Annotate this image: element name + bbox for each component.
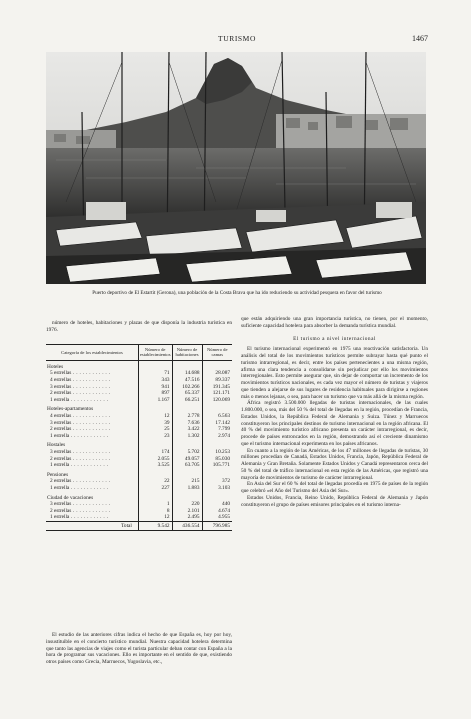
row-establishments: 39 bbox=[138, 420, 172, 427]
table-row bbox=[46, 485, 232, 492]
row-category: 3 estrellas . . . bbox=[46, 449, 138, 456]
table-row bbox=[46, 390, 232, 397]
table-row bbox=[46, 413, 232, 420]
row-rooms: 65.337 bbox=[172, 390, 202, 397]
row-beds: 4.955 bbox=[202, 514, 232, 521]
running-title: TURISMO bbox=[218, 34, 256, 43]
row-beds: 89.337 bbox=[202, 377, 232, 384]
table-total-row bbox=[46, 521, 232, 531]
page-number: 1467 bbox=[412, 34, 428, 43]
row-establishments: 2.055 bbox=[138, 456, 172, 463]
empty-cell bbox=[138, 469, 172, 479]
table-row bbox=[46, 433, 232, 440]
row-establishments: 25 bbox=[138, 426, 172, 433]
row-rooms: 1.883 bbox=[172, 485, 202, 492]
table-row bbox=[46, 514, 232, 521]
row-category: 2 estrellas . . . bbox=[46, 456, 138, 463]
total-establishments: 9.542 bbox=[138, 521, 172, 531]
row-category: 5 estrellas . . . bbox=[46, 370, 138, 377]
row-establishments: 343 bbox=[138, 377, 172, 384]
left-closing-paragraph bbox=[46, 632, 232, 666]
row-rooms: 102.266 bbox=[172, 384, 202, 391]
paragraph-international-1: El turismo internacional experimentó en 1975 una reactivación satisfactoria. Un análisis del total de los movimientos turísticos permite subrayar hasta qué punto el turismo intrarregional, es decir, entre los países pertenecientes a una misma región, afirma una clara tendencia a consolidarse sin perjudicar por ello los movimientos interregionales. Esto permite asegurar que, sin dejar de comportar un incremento de los movimientos turísticos nacionales, es cada vez mayor el número de turistas y viajeros que tienden a alejarse de sus lugares de residencia habituales para dirigirse a regiones más o menos lejanas, o sea, para hacer un turismo que va más allá de la misma región. bbox=[241, 346, 428, 400]
row-beds: 3.103 bbox=[202, 485, 232, 492]
table-row bbox=[46, 462, 232, 469]
row-establishments: 71 bbox=[138, 370, 172, 377]
group-name: Hostales bbox=[47, 442, 66, 449]
section-heading: El turismo a nivel internacional bbox=[293, 335, 376, 342]
total-label: Total bbox=[46, 521, 138, 531]
row-rooms: 3.422 bbox=[172, 426, 202, 433]
row-establishments: 12 bbox=[138, 514, 172, 521]
table-group-row bbox=[46, 469, 232, 479]
table-row bbox=[46, 501, 232, 508]
right-continuation: que están adquiriendo una gran importancia turística, no tienen, por el momento, suficiente capacidad hotelera para absorber la demanda turística mundial. bbox=[241, 316, 428, 329]
row-establishments: 174 bbox=[138, 449, 172, 456]
row-category: 1 estrella . . . bbox=[46, 485, 138, 492]
row-beds: 105.771 bbox=[202, 462, 232, 469]
row-beds: 4.674 bbox=[202, 508, 232, 515]
row-establishments: 1.167 bbox=[138, 397, 172, 404]
empty-cell bbox=[172, 439, 202, 449]
paragraph-asia: En Asia del Sur el 60 % del total de llegadas procedía en 1975 de países de la región que celebró «el Año del Turismo del Asia del Sur». bbox=[241, 481, 428, 494]
table-row bbox=[46, 370, 232, 377]
row-rooms: 2.778 bbox=[172, 413, 202, 420]
row-category: 1 estrella . . . bbox=[46, 462, 138, 469]
table-body bbox=[46, 360, 232, 531]
row-establishments: 12 bbox=[138, 413, 172, 420]
row-category: 1 estrella . . . bbox=[46, 514, 138, 521]
empty-cell bbox=[138, 492, 172, 502]
group-name: Hoteles bbox=[47, 363, 64, 370]
row-category: 3 estrellas . . . bbox=[46, 384, 138, 391]
row-beds: 120.069 bbox=[202, 397, 232, 404]
row-establishments: 227 bbox=[138, 485, 172, 492]
row-rooms: 49.057 bbox=[172, 456, 202, 463]
harbor-photo-illustration bbox=[46, 52, 426, 284]
table-row bbox=[46, 420, 232, 427]
empty-cell bbox=[202, 492, 232, 502]
row-category: 2 estrellas . . . bbox=[46, 390, 138, 397]
row-category: 4 estrellas . . . bbox=[46, 377, 138, 384]
group-name: Hoteles-apartamentos bbox=[47, 406, 94, 413]
row-establishments: 3.525 bbox=[138, 462, 172, 469]
row-beds: 372 bbox=[202, 478, 232, 485]
page-header bbox=[46, 34, 428, 44]
hotel-capacity-table bbox=[46, 344, 232, 531]
table-row bbox=[46, 456, 232, 463]
empty-cell bbox=[202, 403, 232, 413]
row-beds: 2.974 bbox=[202, 433, 232, 440]
header-rooms: Número de habitaciones bbox=[172, 345, 202, 361]
row-category: 1 estrella . . . bbox=[46, 397, 138, 404]
empty-cell bbox=[202, 469, 232, 479]
intro-text: número de hoteles, habitaciones y plazas de que disponía la industria turística en 1976. bbox=[46, 320, 232, 333]
figure-caption: Puerto deportivo de El Estartit (Gerona), una población de la Costa Brava que ha ido reduciendo su actividad pesquera en favor del turismo bbox=[92, 290, 382, 296]
table-group-row bbox=[46, 492, 232, 502]
table-row bbox=[46, 377, 232, 384]
row-rooms: 220 bbox=[172, 501, 202, 508]
row-establishments: 897 bbox=[138, 390, 172, 397]
row-category: 4 estrellas . . . bbox=[46, 413, 138, 420]
row-rooms: 7.636 bbox=[172, 420, 202, 427]
row-category: 2 estrellas . . . bbox=[46, 508, 138, 515]
intro-paragraph bbox=[46, 320, 232, 334]
table-header-row bbox=[46, 345, 232, 361]
empty-cell bbox=[172, 360, 202, 370]
row-rooms: 63.705 bbox=[172, 462, 202, 469]
row-establishments: 8 bbox=[138, 508, 172, 515]
row-rooms: 215 bbox=[172, 478, 202, 485]
empty-cell bbox=[172, 403, 202, 413]
row-category: 3 estrellas . . . bbox=[46, 420, 138, 427]
row-beds: 85.030 bbox=[202, 456, 232, 463]
row-beds: 440 bbox=[202, 501, 232, 508]
row-beds: 10.253 bbox=[202, 449, 232, 456]
group-name: Pensiones bbox=[47, 471, 69, 478]
closing-text: El estudio de las anteriores cifras indica el hecho de que España es, hoy por hoy, insustituible en el concierto turístico mundial. Nuestra capacidad hotelera determina que tanto las agencias de viajes como el turista particular deban contar con España a la hora de programar sus vacaciones. Ello es importante en el sentido de que, existiendo otros países como Grecia, Marruecos, Yugoslavia, etc., bbox=[46, 632, 232, 665]
paragraph-americas: En cuanto a la región de las Américas, de los 47 millones de llegadas de turistas, 30 millones procedían de Canadá, Estados Unidos, Francia, Japón, República Federal de Alemania y Gran Bretaña. Solamente Estados Unidos y Canadá representaron cerca del 50 % del total de tráfico internacional en esta región de las Américas, que registró una mayoría de movimientos de turismo de carácter intrarregional. bbox=[241, 447, 428, 481]
header-category: Categoría de los establecimientos bbox=[46, 345, 138, 361]
table-row bbox=[46, 397, 232, 404]
total-beds: 796.985 bbox=[202, 521, 232, 531]
row-rooms: 47.516 bbox=[172, 377, 202, 384]
row-category: 2 estrellas . . . bbox=[46, 478, 138, 485]
row-rooms: 2.101 bbox=[172, 508, 202, 515]
table-row bbox=[46, 508, 232, 515]
table-row bbox=[46, 478, 232, 485]
paragraph-emitters: Estados Unidos, Francia, Reino Unido, República Federal de Alemania y Japón constituyeron el grupo de países emisores principales en el turismo interna- bbox=[241, 494, 428, 508]
right-column bbox=[241, 316, 428, 508]
row-category: 1 estrella . . . bbox=[46, 433, 138, 440]
row-rooms: 14.688 bbox=[172, 370, 202, 377]
table-group-row bbox=[46, 403, 232, 413]
header-beds: Número de camas bbox=[202, 345, 232, 361]
harbor-photo bbox=[46, 52, 426, 284]
row-beds: 17.142 bbox=[202, 420, 232, 427]
table-group-row bbox=[46, 439, 232, 449]
row-rooms: 66.251 bbox=[172, 397, 202, 404]
empty-cell bbox=[138, 360, 172, 370]
table-row bbox=[46, 449, 232, 456]
row-category: 3 estrellas . . . bbox=[46, 501, 138, 508]
row-rooms: 5.702 bbox=[172, 449, 202, 456]
row-rooms: 1.302 bbox=[172, 433, 202, 440]
header-establishments: Número de establecimientos bbox=[138, 345, 172, 361]
row-establishments: 23 bbox=[138, 433, 172, 440]
group-name: Ciudad de vacaciones bbox=[47, 494, 94, 501]
row-establishments: 22 bbox=[138, 478, 172, 485]
table-row bbox=[46, 384, 232, 391]
row-establishments: 941 bbox=[138, 384, 172, 391]
row-beds: 28.087 bbox=[202, 370, 232, 377]
row-beds: 191.345 bbox=[202, 384, 232, 391]
row-beds: 7.799 bbox=[202, 426, 232, 433]
empty-cell bbox=[202, 439, 232, 449]
row-establishments: 1 bbox=[138, 501, 172, 508]
row-beds: 121.171 bbox=[202, 390, 232, 397]
empty-cell bbox=[138, 439, 172, 449]
empty-cell bbox=[172, 469, 202, 479]
empty-cell bbox=[172, 492, 202, 502]
empty-cell bbox=[138, 403, 172, 413]
table-group-row bbox=[46, 360, 232, 370]
row-rooms: 2.495 bbox=[172, 514, 202, 521]
row-category: 2 estrellas . . . bbox=[46, 426, 138, 433]
paragraph-africa: África registró 3.500.000 llegadas de turistas internacionales, de las cuales 1.800.000, o sea, más del 50 % del total de llegadas en la región, procedían de Francia, Estados Unidos, la República Federal de Alemania y Suiza. Túnez y Marruecos constituyeron los principales destinos de turismo internacional en la región africana. El 40 % del movimiento turístico africano presenta un carácter intrarregional, es decir, procede de países entroncados en la región, demostrando así el creciente dinamismo que el turismo internacional experimenta en los países africanos. bbox=[241, 400, 428, 447]
table-row bbox=[46, 426, 232, 433]
empty-cell bbox=[202, 360, 232, 370]
row-beds: 6.563 bbox=[202, 413, 232, 420]
total-rooms: 436.554 bbox=[172, 521, 202, 531]
